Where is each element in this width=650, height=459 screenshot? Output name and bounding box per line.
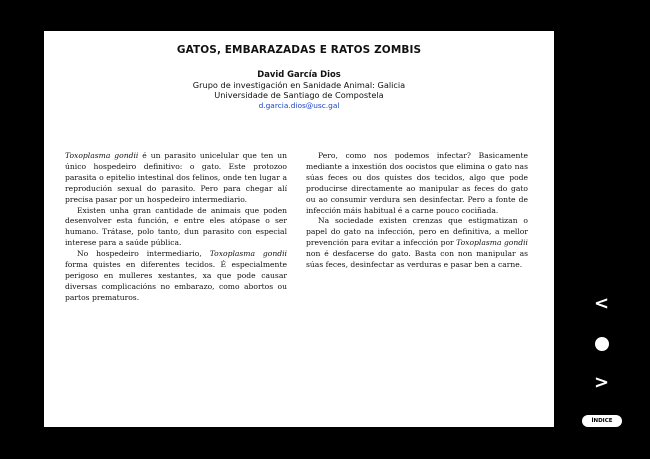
home-dot-button[interactable]	[595, 337, 609, 351]
left-paragraph-3	[65, 249, 287, 304]
right-column	[306, 151, 528, 271]
paragraph-text: é un parasito unicelular que ten un único hospedeiro definitivo: o gato. Este protozoo parasita o epitelio intestinal dos felinos, onde ten lugar a reprodución sexual do parasito. Pero para chegar alí precisa pasar por un hospedeiro intermediario.	[65, 151, 287, 204]
affiliation-group: Grupo de investigación en Sanidade Animal: Galicia	[192, 80, 406, 90]
author-name: David García Dios	[257, 69, 341, 79]
paragraph-text: non é desfacerse do gato. Basta con non manipular as súas feces, desinfectar as verduras e pasar ben a carne.	[306, 249, 528, 270]
article-title: GATOS, EMBARAZADAS E RATOS ZOMBIS	[176, 44, 422, 56]
species-name: Toxoplasma gondii	[209, 249, 287, 259]
left-paragraph-2	[65, 206, 287, 250]
paragraph-text: Existen unha gran cantidade de animais que poden desenvolver esta función, e entre eles atópase o ser humano. Trátase, polo tanto, dun parasito con especial interese para a saúde pública.	[65, 205, 287, 248]
previous-page-icon[interactable]: <	[594, 293, 610, 314]
paragraph-text: No hospedeiro intermediario,	[77, 249, 210, 259]
paragraph-text: forma quistes en diferentes tecidos. É especialmente perigoso en mulleres xestantes, xa que pode causar diversas complicacións no embarazo, como abortos ou partos prematuros.	[65, 260, 287, 302]
species-name: Toxoplasma gondii	[456, 238, 528, 248]
author-email-link[interactable]: d.garcia.dios@usc.gal	[258, 101, 340, 110]
affiliation-university: Universidade de Santiago de Compostela	[214, 90, 384, 100]
left-column	[65, 151, 287, 304]
left-paragraph-1	[65, 151, 287, 206]
article-page	[44, 31, 554, 427]
right-paragraph-2	[306, 216, 528, 271]
species-name: Toxoplasma gondii	[65, 151, 139, 160]
paragraph-text: Pero, como nos podemos infectar? Basicamente mediante a inxestión dos oocistos que elimina o gato nas súas feces ou dos quistes dos tecidos, algo que pode producirse directamente ao manipular as feces do gato ou ao consumir verdura sen desinfectar. Pero a fonte de infección máis habitual é a carne pouco cociñada.	[306, 151, 528, 215]
next-page-icon[interactable]: >	[594, 372, 610, 393]
right-paragraph-1	[306, 151, 528, 216]
paragraph-text: Na sociedade existen crenzas que estigmatizan o papel do gato na infección, pero en definitiva, a mellor prevención para evitar a infección por	[306, 216, 528, 248]
index-button[interactable]: ÍNDICE	[582, 415, 622, 427]
